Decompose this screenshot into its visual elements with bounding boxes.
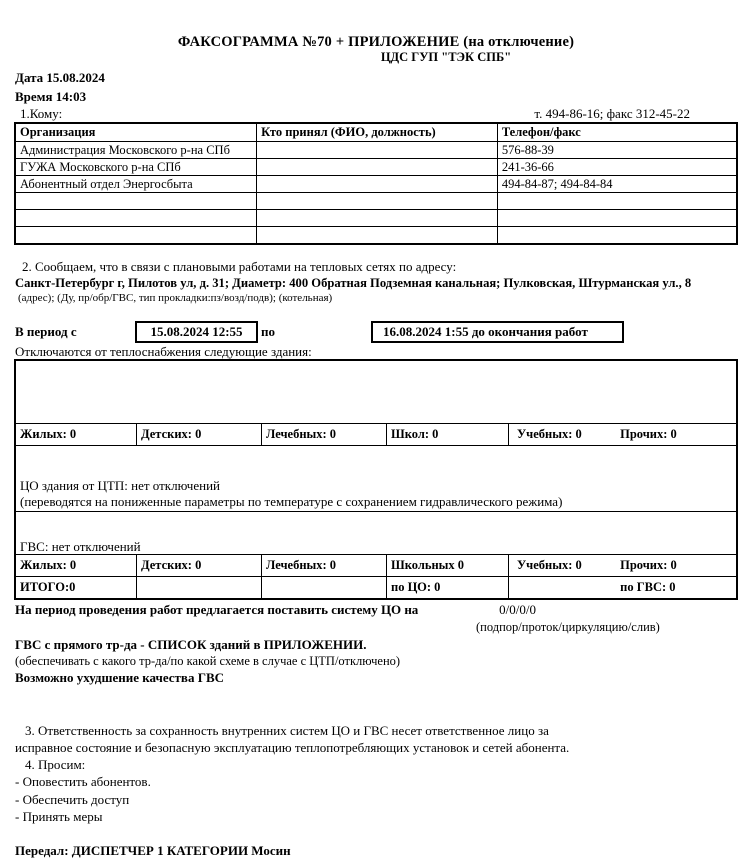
who-cell xyxy=(257,210,498,227)
gvs-count-medical: Лечебных: 0 xyxy=(262,555,387,576)
period-from-box: 15.08.2024 12:55 xyxy=(135,321,258,343)
totals-row xyxy=(16,576,736,598)
recipients-header-row xyxy=(15,123,737,142)
who-cell xyxy=(257,227,498,245)
total-by-gvs-cell xyxy=(509,577,736,598)
list-item: - Оповестить абонентов. xyxy=(15,774,151,789)
section4-title: 4. Просим: xyxy=(25,757,86,772)
gvs-status-area xyxy=(16,512,736,554)
gvs-count-edu-other xyxy=(509,555,736,576)
phone-cell xyxy=(497,193,737,210)
time-line: Время 14:03 xyxy=(15,89,87,104)
gvs-count-kindergartens: Детских: 0 xyxy=(137,555,262,576)
co-system-label: На период проведения работ предлагается поставить систему ЦО на xyxy=(15,602,419,617)
total-by-co: по ЦО: 0 xyxy=(387,577,509,598)
col-header-phone-fax: Телефон/факс xyxy=(497,123,737,142)
section3-responsibility xyxy=(0,722,752,756)
building-counts-row xyxy=(16,423,736,446)
list-item: - Принять меры xyxy=(15,809,103,824)
org-cell: ГУЖА Московского р-на СПб xyxy=(15,159,257,176)
period-to-word: по xyxy=(261,324,275,339)
recipients-table xyxy=(14,122,738,245)
period-to-box: 16.08.2024 1:55 до окончания работ xyxy=(371,321,624,343)
phone-cell xyxy=(497,210,737,227)
count-edu-other xyxy=(509,424,736,445)
count-other: Прочих: 0 xyxy=(620,427,677,441)
gvs-attachment-note: ГВС с прямого тр-да - СПИСОК зданий в ПРИЛОЖЕНИИ. xyxy=(15,637,367,652)
table-row xyxy=(15,159,737,176)
date-line: Дата 15.08.2024 xyxy=(15,70,105,85)
table-row xyxy=(15,210,737,227)
co-status-line: ЦО здания от ЦТП: нет отключений xyxy=(20,478,220,493)
co-system-value: 0/0/0/0 xyxy=(499,602,536,617)
phone-cell: 241-36-66 xyxy=(497,159,737,176)
table-row xyxy=(15,176,737,193)
co-system-hint: (подпор/проток/циркуляцию/слив) xyxy=(476,620,660,634)
count-educational: Учебных: 0 xyxy=(517,427,582,441)
org-cell: Абонентный отдел Энергосбыта xyxy=(15,176,257,193)
disconnection-details-box xyxy=(14,359,738,600)
total-by-gvs: по ГВС: 0 xyxy=(620,580,676,594)
gvs-status-line: ГВС: нет отключений xyxy=(20,539,141,554)
table-row xyxy=(15,193,737,210)
gvs-count-other: Прочих: 0 xyxy=(620,558,677,572)
document-subtitle: ЦДС ГУП "ТЭК СПБ" xyxy=(380,50,512,64)
address-hint: (адрес); (Ду, пр/обр/ГВС, тип прокладки:пз/возд/подв); (котельная) xyxy=(18,292,333,304)
col-header-organization: Организация xyxy=(15,123,257,142)
who-cell xyxy=(257,193,498,210)
gvs-count-educational: Учебных: 0 xyxy=(517,558,582,572)
gvs-counts-row xyxy=(16,554,736,576)
gvs-count-schools: Школьных 0 xyxy=(387,555,509,576)
buildings-list-area xyxy=(16,361,736,423)
org-cell: Администрация Московского р-на СПб xyxy=(15,142,257,159)
org-cell xyxy=(15,210,257,227)
work-address: Санкт-Петербург г, Пилотов ул, д. 31; Диаметр: 400 Обратная Подземная канальная; Пулковская, Штурманская ул., 8 xyxy=(15,276,692,290)
count-medical: Лечебных: 0 xyxy=(262,424,387,445)
org-cell xyxy=(15,227,257,245)
disconnect-note: Отключаются от теплоснабжения следующие здания: xyxy=(15,344,312,359)
col-header-who-accepted: Кто принял (ФИО, должность) xyxy=(257,123,498,142)
gvs-quality-warning: Возможно ухудшение качества ГВС xyxy=(15,670,225,685)
list-item: - Обеспечить доступ xyxy=(15,791,130,807)
co-system-row xyxy=(0,601,752,619)
period-label: В период с xyxy=(15,324,77,339)
gvs-count-residential: Жилых: 0 xyxy=(16,555,137,576)
total-empty-cell xyxy=(137,577,262,598)
table-row xyxy=(15,142,737,159)
section3-line1: 3. Ответственность за сохранность внутренних систем ЦО и ГВС несет ответственное лицо за xyxy=(25,723,549,738)
document-title: ФАКСОГРАММА №70 + ПРИЛОЖЕНИЕ (на отключение) xyxy=(177,34,575,50)
who-cell xyxy=(257,142,498,159)
table-row xyxy=(15,227,737,245)
work-period-row xyxy=(0,321,752,343)
total-label: ИТОГО:0 xyxy=(16,577,137,598)
co-status-area xyxy=(16,446,736,512)
phone-cell: 494-84-87; 494-84-84 xyxy=(497,176,737,193)
who-cell xyxy=(257,176,498,193)
total-empty-cell xyxy=(262,577,387,598)
who-cell xyxy=(257,159,498,176)
gvs-attachment-hint: (обеспечивать с какого тр-да/по какой схеме в случае с ЦТП/отключено) xyxy=(15,654,401,668)
recipient-header-row xyxy=(0,105,752,122)
org-cell xyxy=(15,193,257,210)
section3-line2: исправное состояние и безопасную эксплуатацию теплопотребляющих установок и сетей абонента. xyxy=(15,740,570,755)
phone-cell xyxy=(497,227,737,245)
to-label: 1.Кому: xyxy=(20,106,63,121)
phone-cell: 576-88-39 xyxy=(497,142,737,159)
contact-phones: т. 494-86-16; факс 312-45-22 xyxy=(534,106,690,121)
count-residential: Жилых: 0 xyxy=(16,424,137,445)
section2-intro: 2. Сообщаем, что в связи с плановыми работами на тепловых сетях по адресу: xyxy=(22,259,457,274)
count-schools: Школ: 0 xyxy=(387,424,509,445)
count-kindergartens: Детских: 0 xyxy=(137,424,262,445)
co-status-hint: (переводятся на пониженные параметры по температуре с сохранением гидравлического режима) xyxy=(20,494,563,509)
transmitted-by-line: Передал: ДИСПЕТЧЕР 1 КАТЕГОРИИ Мосин xyxy=(15,842,291,858)
